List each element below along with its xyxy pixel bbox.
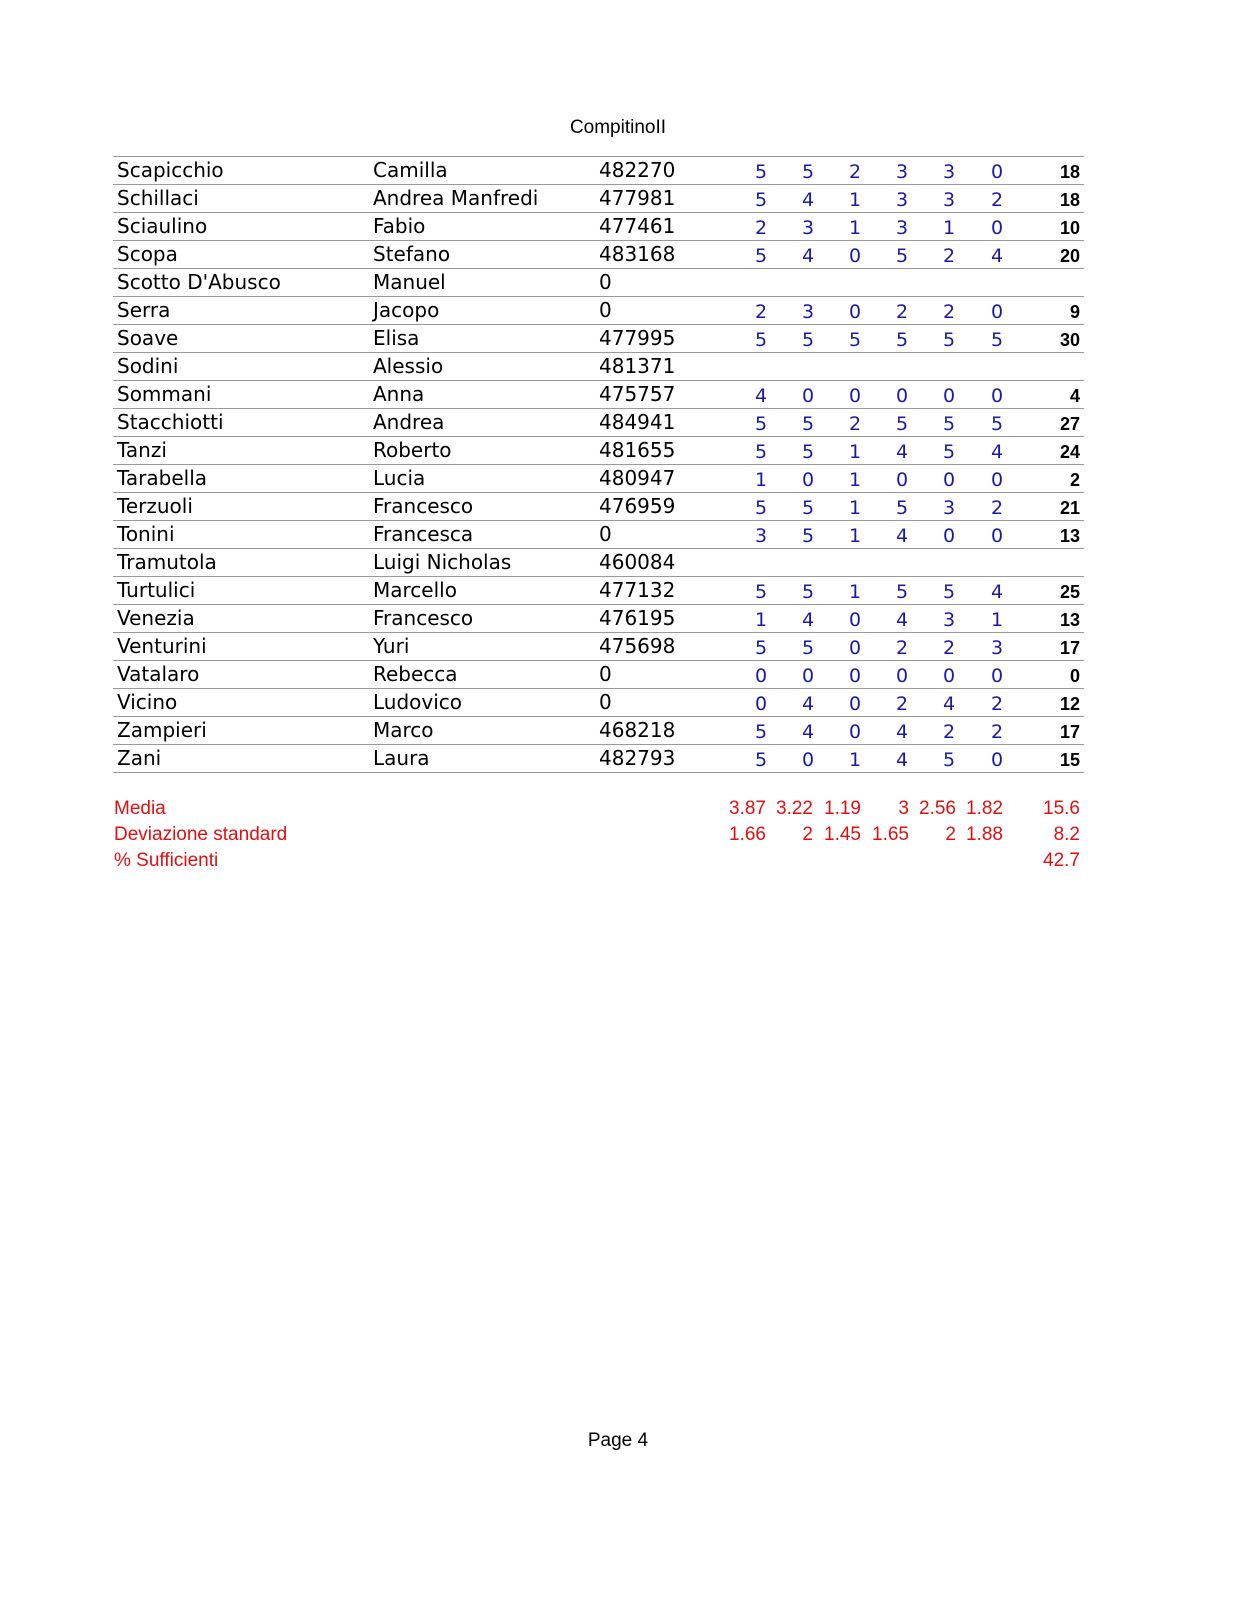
exercise-score-1: 5 <box>754 329 768 351</box>
total-score: 30 <box>1059 330 1080 350</box>
last-name: Sommani <box>117 382 212 406</box>
last-name: Serra <box>117 298 171 322</box>
stat-value-3: 1.45 <box>824 824 861 845</box>
table-row <box>113 605 1084 633</box>
stat-value-2: 3.22 <box>776 798 813 819</box>
last-name: Zani <box>117 746 162 770</box>
total-score: 10 <box>1059 218 1080 238</box>
exercise-score-5: 4 <box>942 693 956 715</box>
last-name: Schillaci <box>117 186 199 210</box>
total-score: 24 <box>1059 442 1080 462</box>
table-row <box>113 269 1084 297</box>
total-score: 21 <box>1059 498 1080 518</box>
student-id: 477132 <box>599 578 676 602</box>
stat-value-1: 3.87 <box>729 798 766 819</box>
exercise-score-6: 4 <box>990 245 1004 267</box>
total-score: 13 <box>1059 526 1080 546</box>
first-name: Marco <box>373 718 434 742</box>
total-score: 13 <box>1059 610 1080 630</box>
exercise-score-6: 0 <box>990 665 1004 687</box>
table-row <box>113 493 1084 521</box>
first-name: Yuri <box>373 634 410 658</box>
stat-label: % Sufficienti <box>114 850 219 871</box>
total-score: 0 <box>1069 666 1080 686</box>
last-name: Sciaulino <box>117 214 208 238</box>
total-score: 20 <box>1059 246 1080 266</box>
first-name: Marcello <box>373 578 457 602</box>
exercise-score-4: 0 <box>895 385 909 407</box>
student-id: 481371 <box>599 354 676 378</box>
exercise-score-1: 5 <box>754 749 768 771</box>
exercise-score-2: 0 <box>801 385 815 407</box>
student-id: 0 <box>599 270 612 294</box>
exercise-score-6: 4 <box>990 581 1004 603</box>
exercise-score-5: 3 <box>942 497 956 519</box>
first-name: Andrea Manfredi <box>373 186 539 210</box>
exercise-score-6: 2 <box>990 693 1004 715</box>
total-score: 4 <box>1069 386 1080 406</box>
exercise-score-2: 5 <box>801 413 815 435</box>
exercise-score-4: 2 <box>895 693 909 715</box>
exercise-score-1: 4 <box>754 385 768 407</box>
summary-statistics <box>113 796 1084 874</box>
exercise-score-5: 2 <box>942 721 956 743</box>
table-row <box>113 437 1084 465</box>
last-name: Vicino <box>117 690 178 714</box>
student-id: 476959 <box>599 494 676 518</box>
exercise-score-1: 5 <box>754 245 768 267</box>
exercise-score-2: 4 <box>801 721 815 743</box>
exercise-score-3: 1 <box>848 189 862 211</box>
last-name: Turtulici <box>117 578 196 602</box>
table-row <box>113 325 1084 353</box>
table-row <box>113 745 1084 773</box>
exercise-score-5: 5 <box>942 329 956 351</box>
first-name: Manuel <box>373 270 446 294</box>
table-row <box>113 241 1084 269</box>
exercise-score-2: 5 <box>801 525 815 547</box>
exercise-score-5: 2 <box>942 245 956 267</box>
table-row <box>113 185 1084 213</box>
student-id: 0 <box>599 662 612 686</box>
first-name: Rebecca <box>373 662 458 686</box>
page-title: CompitinoII <box>569 117 667 138</box>
exercise-score-1: 1 <box>754 609 768 631</box>
stat-label: Deviazione standard <box>114 824 288 845</box>
student-id: 477461 <box>599 214 676 238</box>
stat-value-4: 3 <box>898 798 909 819</box>
exercise-score-1: 5 <box>754 161 768 183</box>
last-name: Tanzi <box>117 438 167 462</box>
table-row <box>113 661 1084 689</box>
stat-row <box>113 848 1084 874</box>
exercise-score-6: 0 <box>990 301 1004 323</box>
table-row <box>113 353 1084 381</box>
first-name: Alessio <box>373 354 444 378</box>
exercise-score-4: 4 <box>895 609 909 631</box>
exercise-score-5: 1 <box>942 217 956 239</box>
exercise-score-4: 5 <box>895 581 909 603</box>
exercise-score-4: 0 <box>895 469 909 491</box>
exercise-score-5: 5 <box>942 413 956 435</box>
exercise-score-6: 0 <box>990 525 1004 547</box>
exercise-score-6: 2 <box>990 721 1004 743</box>
exercise-score-2: 5 <box>801 637 815 659</box>
exercise-score-5: 0 <box>942 385 956 407</box>
stat-value-2: 2 <box>802 824 813 845</box>
student-id: 477981 <box>599 186 676 210</box>
student-id: 460084 <box>599 550 676 574</box>
exercise-score-1: 5 <box>754 497 768 519</box>
exercise-score-3: 0 <box>848 637 862 659</box>
first-name: Laura <box>373 746 430 770</box>
last-name: Scopa <box>117 242 178 266</box>
exercise-score-2: 4 <box>801 245 815 267</box>
last-name: Vatalaro <box>117 662 200 686</box>
first-name: Luigi Nicholas <box>373 550 512 574</box>
total-score: 17 <box>1059 722 1080 742</box>
stat-total: 8.2 <box>1053 824 1080 845</box>
last-name: Stacchiotti <box>117 410 224 434</box>
stat-total: 42.7 <box>1043 850 1080 871</box>
table-row <box>113 689 1084 717</box>
last-name: Terzuoli <box>117 494 193 518</box>
exercise-score-1: 3 <box>754 525 768 547</box>
exercise-score-3: 0 <box>848 721 862 743</box>
exercise-score-1: 1 <box>754 469 768 491</box>
exercise-score-2: 5 <box>801 441 815 463</box>
total-score: 25 <box>1059 582 1080 602</box>
exercise-score-5: 2 <box>942 637 956 659</box>
first-name: Fabio <box>373 214 426 238</box>
student-id: 482270 <box>599 158 676 182</box>
exercise-score-6: 3 <box>990 637 1004 659</box>
table-row <box>113 297 1084 325</box>
total-score: 27 <box>1059 414 1080 434</box>
first-name: Ludovico <box>373 690 463 714</box>
exercise-score-1: 5 <box>754 721 768 743</box>
exercise-score-2: 4 <box>801 189 815 211</box>
stat-value-4: 1.65 <box>872 824 909 845</box>
exercise-score-1: 5 <box>754 189 768 211</box>
exercise-score-2: 4 <box>801 609 815 631</box>
exercise-score-4: 5 <box>895 245 909 267</box>
last-name: Venturini <box>117 634 207 658</box>
exercise-score-6: 4 <box>990 441 1004 463</box>
exercise-score-5: 3 <box>942 189 956 211</box>
exercise-score-3: 0 <box>848 665 862 687</box>
exercise-score-3: 0 <box>848 693 862 715</box>
exercise-score-6: 0 <box>990 161 1004 183</box>
first-name: Elisa <box>373 326 420 350</box>
exercise-score-3: 2 <box>848 413 862 435</box>
table-row <box>113 465 1084 493</box>
total-score: 2 <box>1069 470 1080 490</box>
exercise-score-2: 5 <box>801 581 815 603</box>
table-row <box>113 157 1084 185</box>
total-score: 9 <box>1069 302 1080 322</box>
stat-value-6: 1.82 <box>966 798 1003 819</box>
exercise-score-1: 0 <box>754 665 768 687</box>
exercise-score-3: 1 <box>848 581 862 603</box>
stat-row <box>113 822 1084 848</box>
first-name: Camilla <box>373 158 448 182</box>
total-score: 18 <box>1059 190 1080 210</box>
exercise-score-4: 4 <box>895 721 909 743</box>
exercise-score-6: 5 <box>990 329 1004 351</box>
exercise-score-6: 5 <box>990 413 1004 435</box>
exercise-score-3: 5 <box>848 329 862 351</box>
exercise-score-3: 1 <box>848 469 862 491</box>
grades-table <box>113 156 1084 773</box>
exercise-score-3: 1 <box>848 441 862 463</box>
stat-total: 15.6 <box>1043 798 1080 819</box>
exercise-score-3: 2 <box>848 161 862 183</box>
exercise-score-4: 3 <box>895 217 909 239</box>
exercise-score-1: 5 <box>754 637 768 659</box>
last-name: Zampieri <box>117 718 207 742</box>
exercise-score-6: 2 <box>990 189 1004 211</box>
exercise-score-4: 5 <box>895 413 909 435</box>
exercise-score-2: 4 <box>801 693 815 715</box>
exercise-score-2: 3 <box>801 217 815 239</box>
exercise-score-4: 5 <box>895 329 909 351</box>
last-name: Tramutola <box>117 550 217 574</box>
exercise-score-1: 0 <box>754 693 768 715</box>
first-name: Lucia <box>373 466 426 490</box>
first-name: Francesca <box>373 522 474 546</box>
stat-value-6: 1.88 <box>966 824 1003 845</box>
table-row <box>113 549 1084 577</box>
exercise-score-3: 1 <box>848 749 862 771</box>
exercise-score-4: 2 <box>895 301 909 323</box>
first-name: Andrea <box>373 410 445 434</box>
stat-value-5: 2.56 <box>919 798 956 819</box>
exercise-score-4: 0 <box>895 665 909 687</box>
exercise-score-3: 0 <box>848 301 862 323</box>
exercise-score-5: 0 <box>942 665 956 687</box>
exercise-score-2: 5 <box>801 497 815 519</box>
exercise-score-4: 3 <box>895 189 909 211</box>
student-id: 475698 <box>599 634 676 658</box>
exercise-score-2: 5 <box>801 161 815 183</box>
last-name: Scapicchio <box>117 158 224 182</box>
exercise-score-4: 5 <box>895 497 909 519</box>
first-name: Stefano <box>373 242 451 266</box>
exercise-score-1: 5 <box>754 413 768 435</box>
exercise-score-5: 2 <box>942 301 956 323</box>
stat-value-1: 1.66 <box>729 824 766 845</box>
exercise-score-4: 4 <box>895 525 909 547</box>
exercise-score-1: 5 <box>754 441 768 463</box>
table-row <box>113 577 1084 605</box>
table-row <box>113 521 1084 549</box>
last-name: Tonini <box>117 522 175 546</box>
stat-label: Media <box>114 798 166 819</box>
exercise-score-3: 0 <box>848 385 862 407</box>
total-score: 17 <box>1059 638 1080 658</box>
stat-value-3: 1.19 <box>824 798 861 819</box>
first-name: Jacopo <box>373 298 440 322</box>
last-name: Venezia <box>117 606 195 630</box>
first-name: Roberto <box>373 438 452 462</box>
total-score: 15 <box>1059 750 1080 770</box>
exercise-score-1: 2 <box>754 301 768 323</box>
last-name: Sodini <box>117 354 179 378</box>
table-row <box>113 213 1084 241</box>
exercise-score-5: 3 <box>942 161 956 183</box>
exercise-score-4: 2 <box>895 637 909 659</box>
total-score: 12 <box>1059 694 1080 714</box>
exercise-score-5: 5 <box>942 441 956 463</box>
exercise-score-5: 0 <box>942 469 956 491</box>
exercise-score-6: 1 <box>990 609 1004 631</box>
last-name: Scotto D'Abusco <box>117 270 281 294</box>
page-number: Page 4 <box>587 1430 649 1451</box>
exercise-score-4: 4 <box>895 441 909 463</box>
exercise-score-2: 5 <box>801 329 815 351</box>
exercise-score-4: 4 <box>895 749 909 771</box>
student-id: 483168 <box>599 242 676 266</box>
student-id: 482793 <box>599 746 676 770</box>
student-id: 0 <box>599 522 612 546</box>
last-name: Tarabella <box>117 466 208 490</box>
exercise-score-6: 0 <box>990 749 1004 771</box>
student-id: 475757 <box>599 382 676 406</box>
table-row <box>113 633 1084 661</box>
exercise-score-3: 1 <box>848 217 862 239</box>
exercise-score-5: 3 <box>942 609 956 631</box>
student-id: 484941 <box>599 410 676 434</box>
student-id: 481655 <box>599 438 676 462</box>
student-id: 476195 <box>599 606 676 630</box>
exercise-score-6: 0 <box>990 217 1004 239</box>
exercise-score-5: 0 <box>942 525 956 547</box>
exercise-score-3: 0 <box>848 609 862 631</box>
student-id: 468218 <box>599 718 676 742</box>
exercise-score-5: 5 <box>942 581 956 603</box>
exercise-score-4: 3 <box>895 161 909 183</box>
exercise-score-5: 5 <box>942 749 956 771</box>
first-name: Francesco <box>373 494 474 518</box>
exercise-score-2: 0 <box>801 749 815 771</box>
table-row <box>113 381 1084 409</box>
first-name: Francesco <box>373 606 474 630</box>
stat-row <box>113 796 1084 822</box>
exercise-score-6: 2 <box>990 497 1004 519</box>
total-score: 18 <box>1059 162 1080 182</box>
exercise-score-2: 0 <box>801 469 815 491</box>
first-name: Anna <box>373 382 425 406</box>
exercise-score-1: 5 <box>754 581 768 603</box>
stat-value-5: 2 <box>945 824 956 845</box>
table-row <box>113 409 1084 437</box>
exercise-score-1: 2 <box>754 217 768 239</box>
exercise-score-6: 0 <box>990 469 1004 491</box>
student-id: 477995 <box>599 326 676 350</box>
exercise-score-3: 1 <box>848 497 862 519</box>
exercise-score-3: 0 <box>848 245 862 267</box>
exercise-score-2: 3 <box>801 301 815 323</box>
last-name: Soave <box>117 326 179 350</box>
exercise-score-3: 1 <box>848 525 862 547</box>
table-row <box>113 717 1084 745</box>
exercise-score-2: 0 <box>801 665 815 687</box>
student-id: 0 <box>599 690 612 714</box>
student-id: 0 <box>599 298 612 322</box>
student-id: 480947 <box>599 466 676 490</box>
exercise-score-6: 0 <box>990 385 1004 407</box>
